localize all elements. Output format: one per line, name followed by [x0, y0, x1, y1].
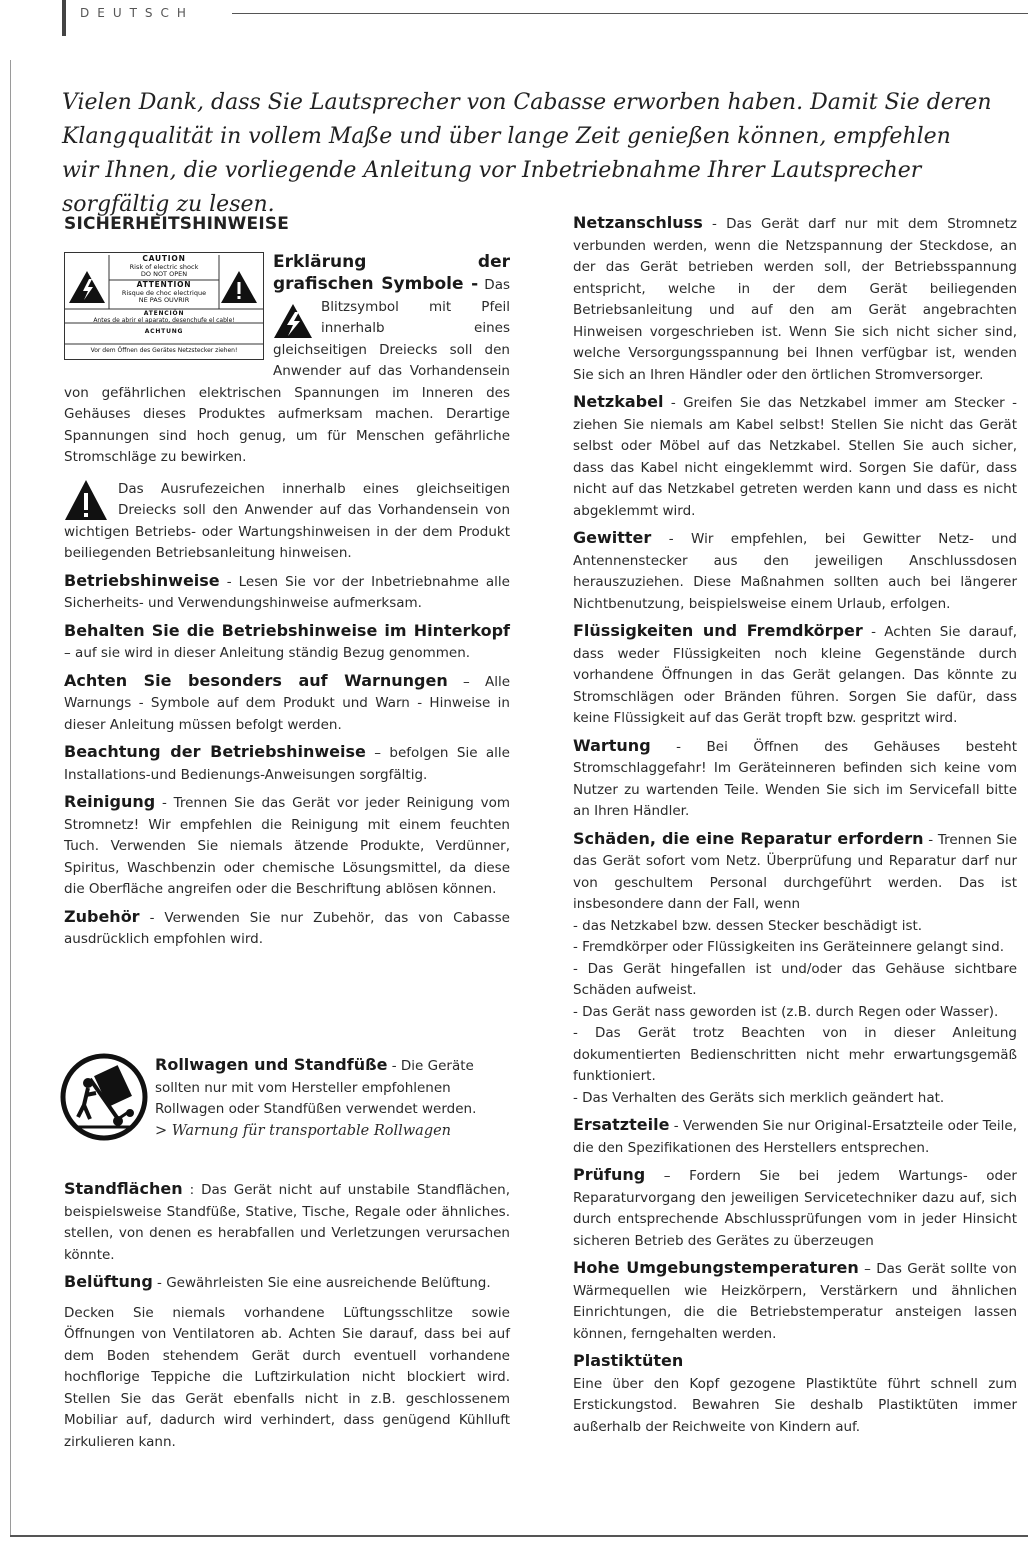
- item-hinterkopf: Behalten Sie die Betriebshinweise im Hinterkopf – auf sie wird in dieser Anleitung ständig Bezug genommen.: [64, 620, 510, 661]
- label-caution-sub1: Risk of electric shock: [129, 262, 199, 271]
- item-beachtung: Beachtung der Betriebshinweise – befolgen Sie alle Installations-und Bedienungs-Anweisungen sorgfältig.: [64, 742, 510, 783]
- label-attention-sub2: NE PAS OUVRIR: [138, 295, 190, 304]
- cart-text: - Die Geräte sollten nur mit vom Hersteller empfohlenen Rollwagen oder Standfüßen verwendet werden.: [155, 1058, 477, 1117]
- lightning-text: Das Blitzsymbol mit Pfeil innerhalb eines gleichseitigen Dreiecks soll den Anwender auf das Vorhandensein von gefährlichen elektrischen Spannungen im Inneren des Gehäuses dieses Produktes aufmerksam machen. Derartige Spannungen sind hoch genug, um für Menschen gefährliche Stromschläge zu bewirken.: [64, 277, 510, 465]
- label-atencion-sub: Antes de abrir el aparato, desenchufe el cable!: [93, 316, 235, 324]
- item-fluessigkeiten: Flüssigkeiten und Fremdkörper - Achten Sie darauf, dass weder Flüssigkeiten noch kleine Gegenstände durch vorhandene Öffnungen in das Gerät gelangen. Das könnte zu Stromschlägen oder Bränden führen. Sorgen Sie dafür, dass keine Flüssigkeit auf das Gerät tropft bzw. gespritzt wird.: [573, 621, 1018, 726]
- label-caution-sub2: DO NOT OPEN: [140, 269, 188, 278]
- label-achtung-sub: Vor dem Öffnen des Gerätes Netzstecker ziehen!: [90, 346, 238, 354]
- label-attention: ATTENTION: [136, 279, 192, 289]
- cart-tipover-warning-icon: [60, 1053, 148, 1141]
- right-column: [573, 212, 1017, 1443]
- cart-section: [155, 1054, 510, 1142]
- language-label: DEUTSCH: [80, 6, 194, 20]
- item-gewitter: Gewitter - Wir empfehlen, bei Gewitter Netz- und Antennenstecker aus den jeweiligen Anschlussdosen herauszuziehen. Diese Maßnahmen sollten auch bei längerer Nichtbenutzung, beispielsweise einem Urlaub, erfolgen.: [573, 528, 1017, 612]
- warning-label-image: [64, 252, 264, 360]
- damage-list-item: - Das Verhalten des Geräts sich merklich geändert hat.: [573, 1089, 945, 1106]
- item-schaeden: Schäden, die eine Reparatur erfordern - Trennen Sie das Gerät sofort vom Netz. Überprüfung und Reparatur darf nur von geschultem Personal durchgeführt werden. Das ist insbesondere dann der Fall, wenn: [573, 828, 1017, 912]
- label-attention-sub1: Risque de choc electrique: [121, 288, 207, 297]
- lightning-warning-icon: [273, 303, 313, 339]
- frame-left-rule: [10, 60, 11, 1537]
- damage-list-item: - das Netzkabel bzw. dessen Stecker beschädigt ist.: [573, 917, 923, 934]
- exclamation-paragraph: [64, 479, 510, 565]
- item-zubehoer: Zubehör - Verwenden Sie nur Zubehör, das von Cabasse ausdrücklich empfohlen wird.: [64, 906, 510, 947]
- damage-list-item: - Das Gerät nass geworden ist (z.B. durch Regen oder Wasser).: [573, 1003, 999, 1020]
- left-column: [64, 214, 510, 956]
- cart-title: Rollwagen und Standfüße: [155, 1055, 388, 1074]
- item-standflaechen: Standflächen : Das Gerät nicht auf unstabile Standflächen, beispielsweise Standfüße, Stative, Tische, Regale oder ähnliches. stellen, von denen es herabfallen und Verletzungen verursachen könnte.: [64, 1179, 510, 1263]
- exclamation-warning-icon: [64, 479, 108, 521]
- symbols-heading: Erklärung der grafischen Symbole -: [273, 251, 510, 294]
- frame-bottom-rule: [10, 1535, 1028, 1537]
- label-atencion: ATENCIÓN: [143, 309, 185, 317]
- exclamation-text: Das Ausrufezeichen innerhalb eines gleichseitigen Dreiecks soll den Anwender auf das Vorhandensein von wichtigen Betriebs- oder Wartungshinweisen in der dem Produkt beiliegenden Betriebsanleitung hinweisen.: [64, 480, 510, 561]
- label-caution: CAUTION: [142, 253, 186, 263]
- item-pruefung: Prüfung – Fordern Sie bei jedem Wartungs- oder Reparaturvorgang den jeweiligen Servicetechniker dazu auf, sich durch entsprechende Abschlussprüfungen vom in jeder Hinsicht sicheren Betrieb des Gerätes zu überzeugen: [573, 1165, 1017, 1249]
- damage-list-item: - Das Gerät trotz Beachten von in dieser Anleitung dokumentierten Bedienschritten nicht mehr erwartungsgemäß funktioniert.: [573, 1025, 1017, 1084]
- item-warnungen: Achten Sie besonders auf Warnungen – Alle Warnungs - Symbole auf dem Produkt und Warn - Hinweise in dieser Anleitung müssen befolgt werden.: [64, 670, 510, 733]
- item-betriebshinweise: Betriebshinweise - Lesen Sie vor der Inbetriebnahme alle Sicherheits- und Verwendungshinweise aufmerksam.: [64, 570, 510, 611]
- plastic-text: Eine über den Kopf gezogene Plastiktüte führt schnell zum Erstickungstod. Bewahren Sie deshalb Plastiktüten immer außerhalb der Reichweite von Kindern auf.: [573, 1375, 1017, 1435]
- left-column-lower: [64, 1178, 510, 1458]
- plastic-title-line: [573, 1350, 1017, 1374]
- intro-text: Vielen Dank, dass Sie Lautsprecher von Cabasse erworben haben. Damit Sie deren Klangqualität in vollem Maße und über lange Zeit genießen können, empfehlen wir Ihnen, die vorliegende Anleitung vor Inbetriebnahme Ihrer Lautsprecher sorgfältig zu lesen.: [62, 90, 992, 217]
- item-belueftung: Belüftung - Gewährleisten Sie eine ausreichende Belüftung.: [64, 1272, 491, 1291]
- item-wartung: Wartung - Bei Öffnen des Gehäuses besteht Stromschlaggefahr! Im Geräteinneren befinden sich keine vom Nutzer zu wartenden Teile. Wenden Sie sich im Servicefall bitte an Ihren Händler.: [573, 735, 1017, 819]
- item-umgebungstemperaturen: Hohe Umgebungstemperaturen – Das Gerät sollte von Wärmequellen wie Heizkörpern, Verstärkern und ähnlichen Einrichtungen, die die Betriebstemperatur ansteigen lassen können, ferngehalten werden.: [573, 1258, 1017, 1342]
- item-reinigung: Reinigung - Trennen Sie das Gerät vor jeder Reinigung vom Stromnetz! Wir empfehlen die Reinigung mit einem feuchten Tuch. Verwenden Sie niemals ätzende Produkte, Verdünner, Spiritus, Waschbenzin oder chemische Lösungsmittel, da diese die Oberfläche angreifen oder die Beschriftung ablösen können.: [64, 792, 510, 897]
- item-netzanschluss: Netzanschluss - Das Gerät darf nur mit dem Stromnetz verbunden werden, wenn die Netzspannung der Steckdose, an der das Gerät betrieben werden soll, der Betriebsspannung entspricht, welche in der dem Gerät beiliegenden Betriebsanleitung und auf den am Gerät angebrachten Hinweisen vorgeschrieben ist. Wenn Sie sich nicht sicher sind, welche Versorgungsspannung bei Ihnen verfügbar ist, wenden Sie sich an Ihren Händler oder den örtlichen Stromversorger.: [573, 213, 1017, 383]
- damage-list-item: - Das Gerät hingefallen ist und/oder das Gehäuse sichtbare Schäden aufweist.: [573, 960, 1017, 998]
- frame-left-bar: [62, 0, 66, 36]
- cart-warning: > Warnung für transportable Rollwagen: [155, 1122, 452, 1139]
- frame-top-rule: [232, 13, 1028, 14]
- label-achtung: ACHTUNG: [144, 327, 184, 335]
- plastic-title: Plastiktüten: [573, 1351, 684, 1370]
- item-belueftung-detail: Decken Sie niemals vorhandene Lüftungsschlitze sowie Öffnungen von Ventilatoren ab. Achten Sie darauf, dass bei auf dem Boden stehendem Gerät durch eventuell vorhandene hochflorige Teppiche die Luftzirkulation nicht blockiert wird. Stellen Sie das Gerät ebenfalls nicht in z.B. geschlossenem Mobiliar auf, dadurch wird verhindert, dass genügend Kühlluft zirkulieren kann.: [64, 1304, 510, 1450]
- item-netzkabel: Netzkabel - Greifen Sie das Netzkabel immer am Stecker - ziehen Sie niemals am Kabel selbst! Stellen Sie nicht das Gerät selbst oder Möbel auf das Netzkabel. Stellen Sie auch sicher, dass das Kabel nicht eingeklemmt wird. Sorgen Sie dafür, dass nicht auf das Netzkabel getreten werden kann und dass es nicht abgeklemmt wird.: [573, 392, 1017, 519]
- section-title: SICHERHEITSHINWEISE: [64, 214, 290, 234]
- damage-list-item: - Fremdkörper oder Flüssigkeiten ins Geräteinnere gelangt sind.: [573, 939, 1005, 955]
- item-ersatzteile: Ersatzteile - Verwenden Sie nur Original-Ersatzteile oder Teile, die den Spezifikationen des Herstellers entsprechen.: [573, 1115, 1017, 1156]
